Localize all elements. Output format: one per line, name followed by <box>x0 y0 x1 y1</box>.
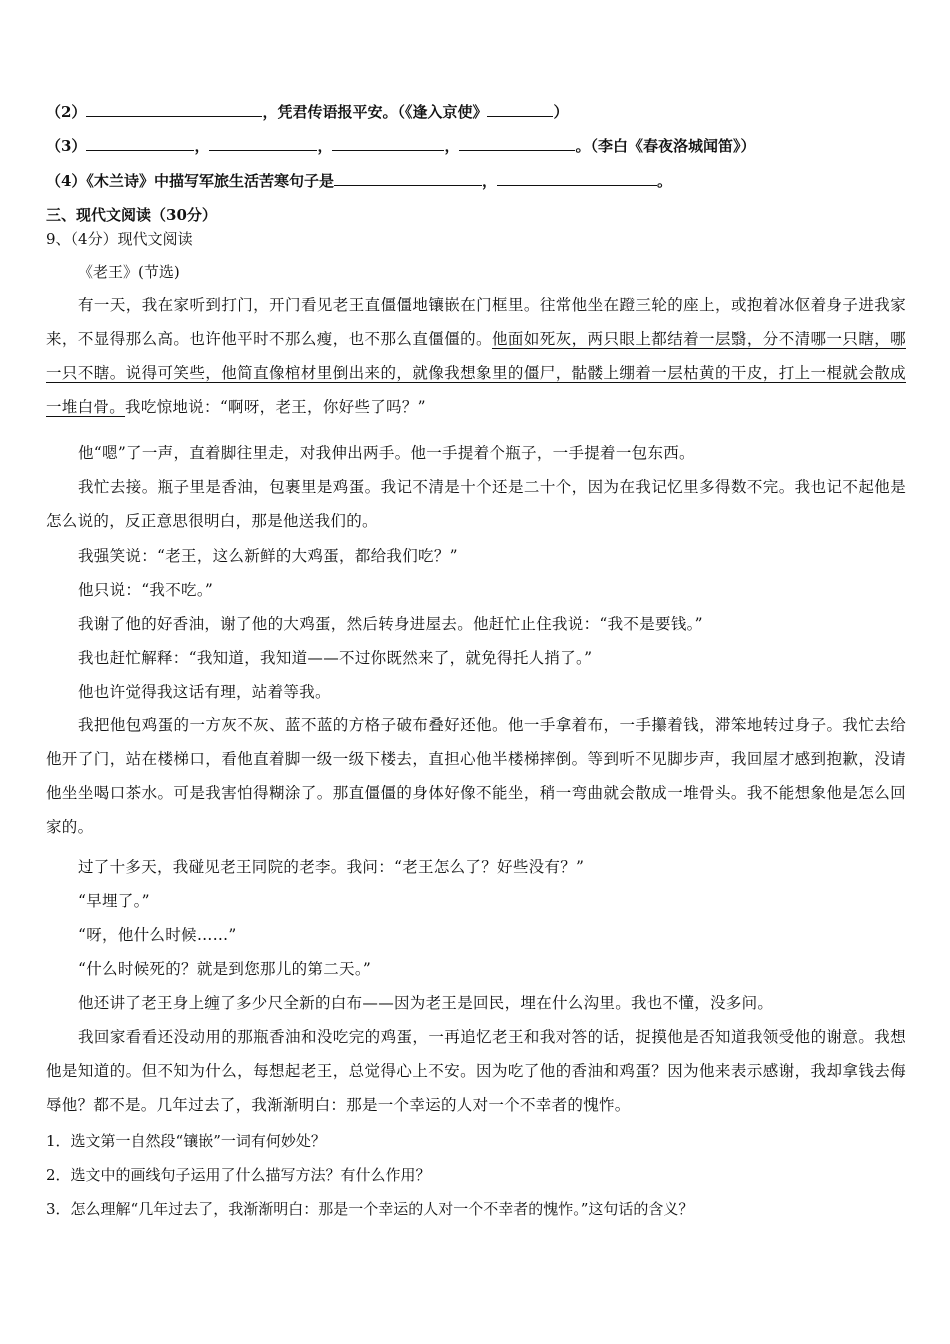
fill-item-4-sep: ， <box>481 172 497 190</box>
article-paragraph: 我也赶忙解释：“我知道，我知道——不过你既然来了，就免得托人捎了。” <box>78 649 593 667</box>
answer-blank[interactable] <box>86 136 194 151</box>
article-paragraph: 我谢了他的好香油，谢了他的大鸡蛋，然后转身进屋去。他赶忙止住我说：“我不是要钱。” <box>78 615 703 633</box>
article-paragraph <box>46 288 906 424</box>
article-paragraph: 我回家看看还没动用的那瓶香油和没吃完的鸡蛋，一再追忆老王和我对答的话，捉摸他是否知道我领受他的谢意。我想他是知道的。但不知为什么，每想起老王，总觉得心上不安。因为吃了他的香油和鸡蛋？因为他来表示感谢，我却拿钱去侮辱他？都不是。几年过去了，我渐渐明白：那是一个幸运的人对一个不幸者的愧怍。 <box>46 1028 906 1114</box>
question-item: 1．选文第一自然段“镶嵌”一词有何妙处？ <box>46 1132 326 1150</box>
fill-item-2-number: （2） <box>46 103 87 121</box>
article-paragraph: “早埋了。” <box>78 892 150 910</box>
question-item: 3．怎么理解“几年过去了，我渐渐明白：那是一个幸运的人对一个不幸者的愧怍。”这句话的含义？ <box>46 1200 694 1218</box>
fill-item-2 <box>46 102 906 122</box>
fill-item-3-number: （3） <box>46 137 87 155</box>
fill-item-4-end: 。 <box>656 172 672 190</box>
article-paragraph: 我把他包鸡蛋的一方灰不灰、蓝不蓝的方格子破布叠好还他。他一手拿着布，一手攥着钱，滞笨地转过身子。我忙去给他开了门，站在楼梯口，看他直着脚一级一级下楼去，直担心他半楼梯摔倒。等到听不见脚步声，我回屋才感到抱歉，没请他坐坐喝口茶水。可是我害怕得糊涂了。那直僵僵的身体好像不能坐，稍一弯曲就会散成一堆骨头。我不能想象他是怎么回家的。 <box>46 716 906 836</box>
fill-item-3 <box>46 136 906 156</box>
section-heading: 三、现代文阅读（30分） <box>46 206 217 224</box>
underlined-sentence: 他面如死灰，两只眼上都结着一层翳，分不清哪一只瞎，哪一只不瞎。说得可笑些，他简直像棺材里倒出来的，就像我想象里的僵尸，骷髅上绷着一层枯黄的干皮，打上一棍就会散成一堆白骨。 <box>46 330 906 416</box>
fill-item-3-end: 。（李白《春夜洛城闻笛》） <box>575 137 756 155</box>
article-paragraph: 我忙去接。瓶子里是香油，包裹里是鸡蛋。我记不清是十个还是二十个，因为在我记忆里多得数不完。我也记不起他是怎么说的，反正意思很明白，那是他送我们的。 <box>46 478 906 530</box>
answer-blank[interactable] <box>497 171 657 186</box>
fill-item-4 <box>46 171 906 191</box>
answer-blank[interactable] <box>487 102 553 117</box>
fill-item-3-sep: ， <box>317 137 333 155</box>
article-paragraph: 过了十多天，我碰见老王同院的老李。我问：“老王怎么了？好些没有？” <box>78 858 585 876</box>
answer-blank[interactable] <box>332 136 444 151</box>
paragraph-text: 我吃惊地说：“啊呀，老王，你好些了吗？” <box>125 398 426 416</box>
article-paragraph: 他“嗯”了一声，直着脚往里走，对我伸出两手。他一手提着个瓶子，一手提着一包东西。 <box>78 444 695 462</box>
article-paragraph: “什么时候死的？就是到您那儿的第二天。” <box>78 960 372 978</box>
question-9-label: 9、（4分）现代文阅读 <box>46 230 193 248</box>
answer-blank[interactable] <box>334 171 482 186</box>
fill-item-3-sep: ， <box>444 137 460 155</box>
article-title: 《老王》(节选) <box>78 263 180 281</box>
article-paragraph: 他还讲了老王身上缠了多少尺全新的白布——因为老王是回民，埋在什么沟里。我也不懂，没多问。 <box>78 994 774 1012</box>
fill-item-2-end: ） <box>553 103 569 121</box>
article-paragraph: “呀，他什么时候……” <box>78 926 237 944</box>
paragraph-text: 有一天，我在家听到打门，开门看见老王直僵僵地镶嵌在门框里。往常他坐在蹬三轮的座上，或抱着冰伛着身子进我家来，不显得那么高。也许他平时不那么瘦，也不那么直僵僵的。 <box>46 296 906 348</box>
fill-item-2-text: ，凭君传语报平安。（《逢入京使》 <box>262 103 488 121</box>
answer-blank[interactable] <box>86 102 262 117</box>
article-paragraph: 我强笑说：“老王，这么新鲜的大鸡蛋，都给我们吃？” <box>78 547 458 565</box>
article-paragraph: 他也许觉得我这话有理，站着等我。 <box>78 683 331 701</box>
question-item: 2．选文中的画线句子运用了什么描写方法？有什么作用？ <box>46 1166 431 1184</box>
article-paragraph: 他只说：“我不吃。” <box>78 581 214 599</box>
answer-blank[interactable] <box>459 136 575 151</box>
answer-blank[interactable] <box>209 136 317 151</box>
fill-item-3-sep: ， <box>194 137 210 155</box>
fill-item-4-text: （4）《木兰诗》中描写军旅生活苦寒句子是 <box>46 172 334 190</box>
